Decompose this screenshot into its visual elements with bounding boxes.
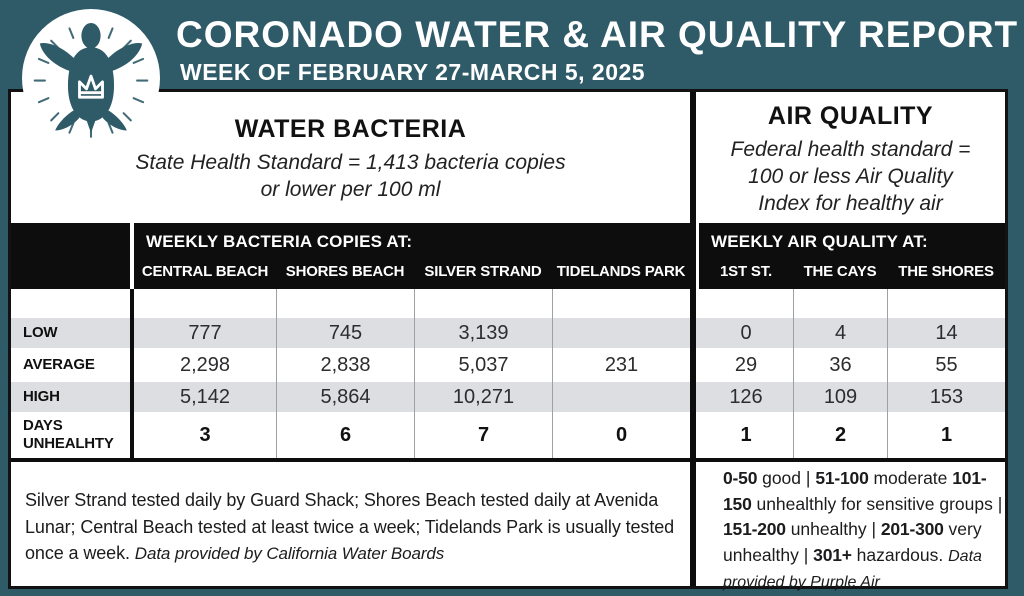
- row-label: HIGH: [23, 388, 60, 405]
- water-footnote-text: Silver Strand tested daily by Guard Shack; Shores Beach tested daily at Avenida Lunar; Central Beach tested at least twice a week; Tidelands Park is usually tested once a week.: [25, 490, 675, 563]
- column-header: CENTRAL BEACH: [141, 263, 269, 280]
- water-standard-text: State Health Standard = 1,413 bacteria copies or lower per 100 ml: [135, 151, 566, 201]
- table-cell: 777: [188, 321, 222, 344]
- row-label: AVERAGE: [23, 356, 95, 373]
- air-quality-legend: 0-50 good | 51-100 moderate 101-150 unhealthly for sensitive groups | 151-200 unhealthy | 201-300 very unhealthy | 301+ hazardous. Data provided by Purple Air: [723, 468, 1003, 591]
- table-cell: 5,142: [179, 385, 231, 408]
- table-cell: 7: [477, 423, 490, 446]
- legend-range: 201-300: [880, 519, 944, 539]
- table-cell: 2,298: [179, 353, 231, 376]
- water-data-source: Data provided by California Water Boards: [134, 544, 445, 563]
- air-column-headers: [699, 263, 1005, 280]
- row-header-spacer: [11, 223, 130, 289]
- table-cell: 0: [740, 321, 752, 344]
- table-cell: 0: [615, 423, 628, 446]
- table-cell: 745: [328, 321, 363, 344]
- table-cell: 109: [823, 385, 858, 408]
- table-cell: [553, 382, 690, 412]
- legend-range: 101-150: [723, 468, 987, 514]
- column-header: THE SHORES: [898, 263, 994, 280]
- air-data-source: Data provided by Purple Air: [723, 547, 982, 591]
- air-table-header-bar: [699, 223, 1005, 289]
- table-cell: 4: [834, 321, 847, 344]
- column-header: 1ST ST.: [720, 263, 772, 280]
- water-footnote: [25, 487, 689, 568]
- air-section-title: AIR QUALITY: [767, 102, 934, 130]
- footer-rule: [11, 458, 1005, 462]
- water-table-header-bar: [134, 223, 690, 289]
- legend-range: 301+: [813, 544, 852, 565]
- coronado-logo: [22, 9, 160, 147]
- column-header: THE CAYS: [803, 263, 877, 280]
- table-cell: 153: [929, 385, 964, 408]
- water-section-title: WATER BACTERIA: [234, 115, 467, 143]
- table-cell: 2,838: [320, 353, 371, 376]
- table-cell: 5,037: [458, 353, 509, 376]
- table-cell: [553, 318, 690, 348]
- row-label: LOW: [23, 324, 58, 341]
- table-cell: 1: [740, 423, 752, 446]
- column-header: SHORES BEACH: [285, 263, 405, 280]
- table-cell: 14: [935, 321, 958, 344]
- table-cell: 29: [734, 353, 758, 376]
- row-label: DAYS UNHEALHTY: [23, 417, 114, 452]
- table-cell: 1: [940, 423, 953, 446]
- air-bar-title: WEEKLY AIR QUALITY AT:: [711, 232, 928, 251]
- water-column-headers: [134, 263, 690, 280]
- column-header: SILVER STRAND: [424, 263, 542, 280]
- air-standard-text: Federal health standard = 100 or less Air Quality Index for healthy air: [730, 138, 971, 215]
- table-cell: 5,864: [320, 385, 371, 408]
- legend-range: 151-200: [723, 519, 786, 539]
- table-cell: 10,271: [452, 385, 515, 408]
- report-week-subtitle: WEEK OF FEBRUARY 27-MARCH 5, 2025: [180, 59, 646, 85]
- legend-range: 0-50: [723, 468, 758, 488]
- table-cell: 6: [339, 423, 352, 446]
- table-cell: 3: [199, 423, 211, 446]
- table-cell: 126: [729, 385, 763, 408]
- section-divider: [690, 92, 696, 586]
- table-cell: 2: [834, 423, 847, 446]
- legend-range: 51-100: [815, 468, 869, 488]
- table-cell: 231: [604, 353, 639, 376]
- water-bar-title: WEEKLY BACTERIA COPIES AT:: [146, 232, 413, 251]
- table-cell: 55: [935, 353, 958, 376]
- report-content-box: [8, 89, 1008, 589]
- page-title: CORONADO WATER & AIR QUALITY REPORT: [176, 14, 1019, 55]
- sea-turtle-crown-icon: [27, 14, 155, 142]
- table-cell: 36: [829, 353, 852, 376]
- column-header: TIDELANDS PARK: [556, 263, 686, 280]
- table-cell: 3,139: [458, 321, 509, 344]
- air-quality-section-header: [696, 92, 1005, 217]
